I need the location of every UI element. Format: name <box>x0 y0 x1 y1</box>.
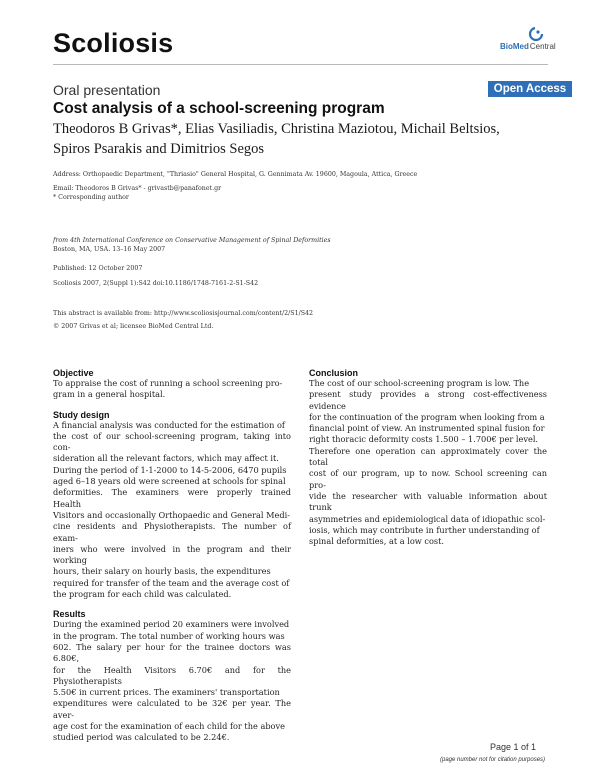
text-line: The cost of our school-screening program is low. The <box>309 378 530 388</box>
authors-line-2: Spiros Psarakis and Dimitrios Segos <box>53 141 265 157</box>
author-list <box>53 119 553 159</box>
text-line: iosis, which may contribute in further understanding of <box>309 524 540 535</box>
text-line: right thoracic deformity costs 1.500 – 1.700€ per level. <box>309 434 539 445</box>
objective-heading: Objective <box>53 368 94 378</box>
conclusion-heading: Conclusion <box>309 368 358 378</box>
logo-med: Med <box>512 42 529 51</box>
text-line: Visitors and occasionally Orthopaedic and General Medi- <box>53 509 291 520</box>
logo-bio: Bio <box>500 42 513 51</box>
conclusion-text <box>309 378 547 547</box>
text-line: expenditures were calculated to be 32€ per year. The aver- <box>53 698 291 720</box>
corresponding-author-note: * Corresponding author <box>53 194 129 201</box>
authors-line-1: Theodoros B Grivas*, Elias Vasiliadis, Christina Maziotou, Michail Beltsios, <box>53 121 500 137</box>
page-number-note: (page number not for citation purposes) <box>440 757 546 763</box>
text-line: age cost for the examination of each child for the above <box>53 721 285 732</box>
text-line: financial point of view. An instrumented spinal fusion for <box>309 423 545 434</box>
availability-url[interactable]: This abstract is available from: http://www.scoliosisjournal.com/content/2/S1/S42 <box>53 310 314 317</box>
article-type-label: Oral presentation <box>53 82 161 98</box>
text-line: required for transfer of the team and the average cost of <box>53 577 290 588</box>
right-column <box>309 368 547 547</box>
text-line: cost of our program, up to now. School screening can pro- <box>309 468 547 490</box>
logo-central: Central <box>529 42 556 51</box>
text-line: the program for each child was calculated. <box>53 589 232 600</box>
article-title: Cost analysis of a school-screening program <box>53 100 385 117</box>
text-line: During the period of 1-1-2000 to 14-5-2006, 6470 pupils <box>53 464 287 475</box>
text-line: deformities. The examiners were properly trained Health <box>53 487 291 509</box>
text-line: in the program. The total number of working hours was <box>53 630 285 641</box>
text-line: iners who were involved in the program and their working <box>53 543 291 566</box>
journal-title: Scoliosis <box>53 28 174 58</box>
text-line: Therefore one operation can approximately cover the total <box>309 445 547 468</box>
author-email[interactable]: Email: Theodoros B Grivas* - grivastb@panafonet.gr <box>53 185 222 192</box>
page-number: Page 1 of 1 <box>490 742 537 752</box>
text-line: vide the researcher with valuable information about trunk <box>309 490 547 513</box>
left-column <box>53 368 291 744</box>
text-line: the cost of our school-screening program, taking into con- <box>53 430 291 453</box>
text-line: A financial analysis was conducted for the estimation of <box>53 419 285 430</box>
open-access-badge: Open Access <box>488 81 572 97</box>
biomed-central-logo <box>500 26 578 52</box>
text-line: To appraise the cost of running a school screening pro- <box>53 378 283 388</box>
author-address: Address: Orthopaedic Department, "Thriasio" General Hospital, G. Gennimata Av. 19600, Magoula, Attica, Greece <box>53 171 418 178</box>
study-design-text <box>53 420 291 601</box>
text-line: studied period was calculated to be 2.24€. <box>53 732 230 743</box>
objective-text <box>53 378 291 401</box>
text-line: sideration all the relevant factors, which may affect it. <box>53 453 279 464</box>
results-heading: Results <box>53 609 86 620</box>
text-line: spinal deformities, at a low cost. <box>309 536 444 547</box>
text-line: asymmetries and epidemiological data of idiopathic scol- <box>309 513 546 524</box>
published-date: Published: 12 October 2007 <box>53 265 143 272</box>
header-divider <box>53 64 548 65</box>
study-design-heading: Study design <box>53 409 110 420</box>
text-line: for the continuation of the program when looking from a <box>309 411 545 422</box>
text-line: gram in a general hospital. <box>53 389 166 400</box>
copyright-notice: © 2007 Grivas et al; licensee BioMed Central Ltd. <box>53 323 214 330</box>
text-line: aged 6–18 years old were screened at schools for spinal <box>53 476 286 487</box>
citation-doi: Scoliosis 2007, 2(Suppl 1):S42 doi:10.1186/1748-7161-2-S1-S42 <box>53 280 259 287</box>
text-line: present study provides a strong cost-effectiveness evidence <box>309 389 547 411</box>
text-line: hours, their salary on hourly basis, the expenditures <box>53 566 271 577</box>
text-line: 602. The salary per hour for the trainee doctors was 6.80€, <box>53 641 291 664</box>
text-line: for the Health Visitors 6.70€ and for the Physiotherapists <box>53 664 291 686</box>
text-line: During the examined period 20 examiners were involved <box>53 619 290 630</box>
conference-line-1: from 4th International Conference on Conservative Management of Spinal Deformities <box>53 237 331 244</box>
text-line: cine residents and Physiotherapists. The number of exam- <box>53 521 291 543</box>
results-text <box>53 619 291 743</box>
text-line: 5.50€ in current prices. The examiners' transportation <box>53 687 280 698</box>
conference-line-2: Boston, MA, USA. 13–16 May 2007 <box>53 246 166 253</box>
biomed-central-swirl-icon <box>528 26 544 42</box>
